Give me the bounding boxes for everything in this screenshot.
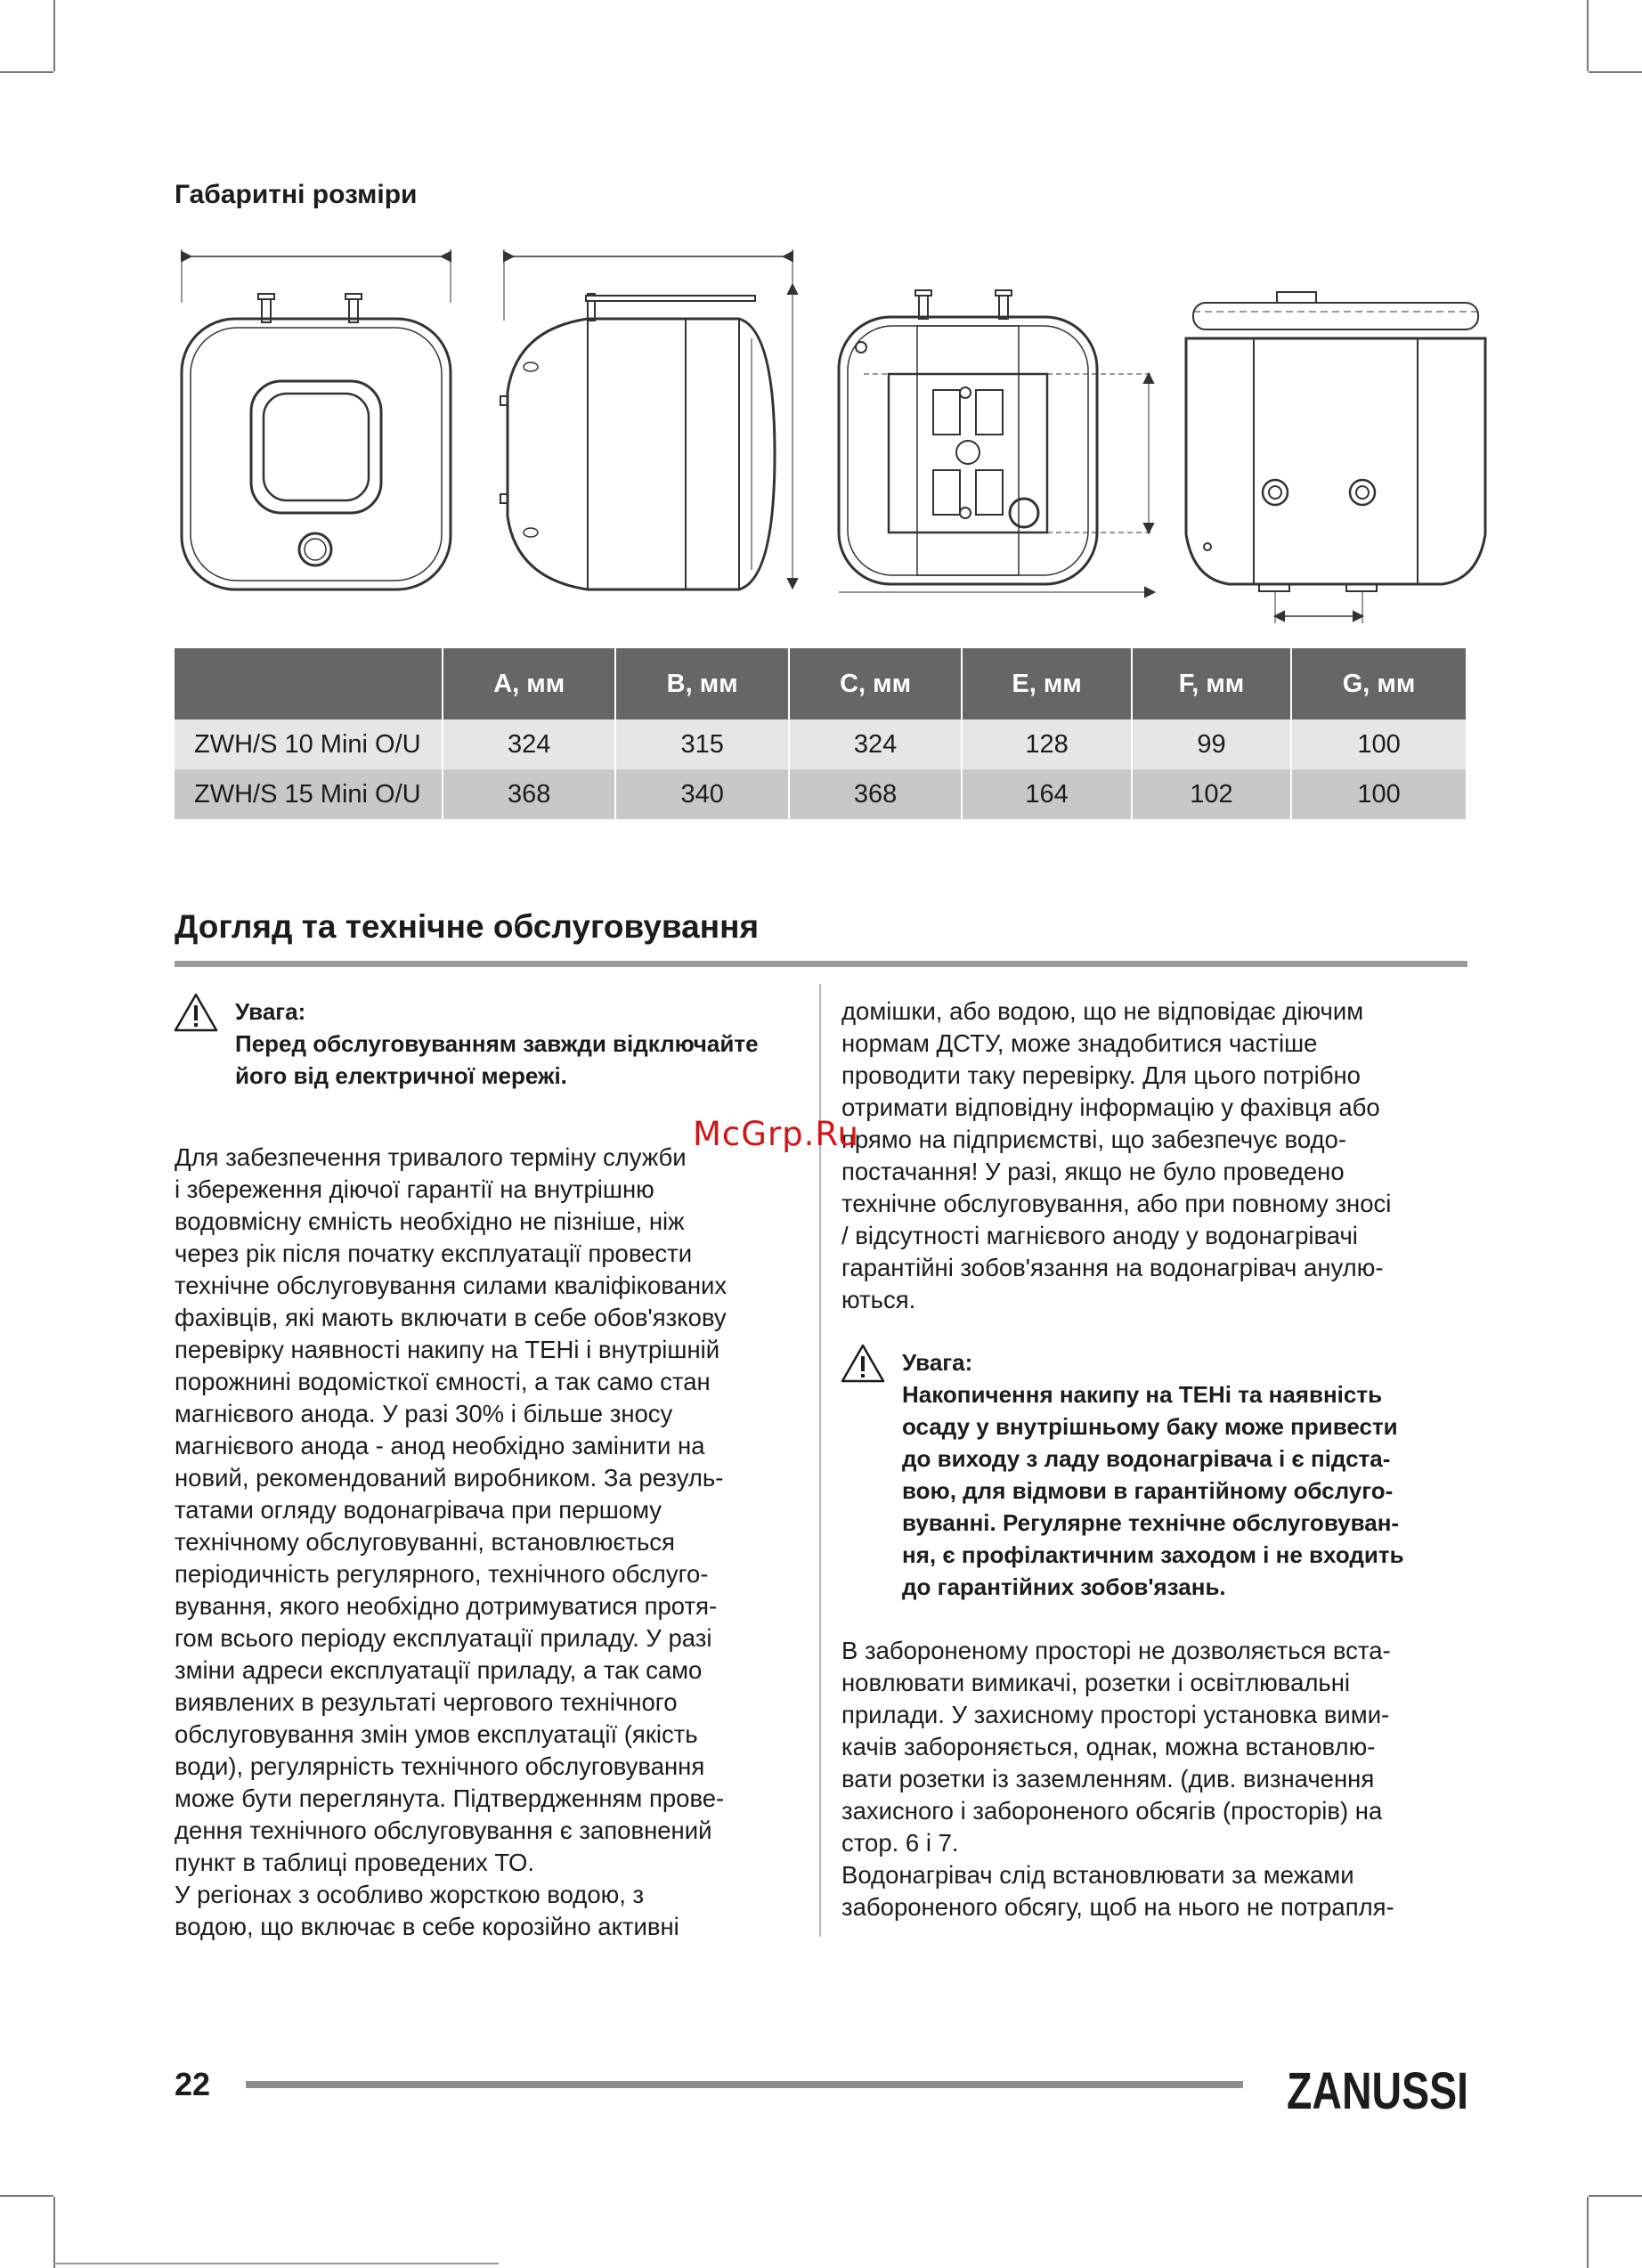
- bottom-view-drawing: [1186, 292, 1485, 623]
- table-header: C, мм: [789, 648, 962, 719]
- table-cell: 340: [615, 769, 788, 819]
- table-header: [175, 648, 443, 719]
- zanussi-logo: [1286, 2062, 1469, 2120]
- table-cell: 324: [789, 719, 962, 769]
- table-row: [175, 769, 1466, 819]
- right-column: [841, 996, 1469, 1923]
- warning-block: [175, 996, 807, 1092]
- page-number: 22: [175, 2066, 211, 2102]
- table-cell: 164: [962, 769, 1132, 819]
- table-header: A, мм: [443, 648, 615, 719]
- dimension-drawings: [169, 240, 1478, 632]
- crop-mark: [1589, 2195, 1642, 2197]
- warning-label: Увага:: [235, 998, 306, 1025]
- front-view-drawing: [182, 249, 451, 589]
- crop-mark: [53, 0, 55, 71]
- table-header: B, мм: [615, 648, 788, 719]
- table-header: G, мм: [1291, 648, 1466, 719]
- table-cell: 100: [1291, 719, 1466, 769]
- table-row: [175, 719, 1466, 769]
- table-cell: ZWH/S 10 Mini O/U: [175, 719, 443, 769]
- crop-mark: [1587, 2197, 1589, 2268]
- back-view-drawing: [839, 290, 1154, 597]
- crop-mark: [0, 2195, 53, 2197]
- crop-mark: [0, 71, 53, 73]
- side-view-drawing: [500, 249, 797, 589]
- warning-block: [841, 1346, 1469, 1603]
- dimensions-table: [175, 648, 1466, 819]
- maintenance-heading: Догляд та технічне обслуговування: [175, 908, 760, 945]
- table-cell: 102: [1132, 769, 1291, 819]
- table-header: E, мм: [962, 648, 1132, 719]
- table-cell: 315: [615, 719, 788, 769]
- warning-text: Перед обслуговуванням завжди відключайте його від електричної мережі.: [235, 1030, 759, 1089]
- body-paragraph: В забороненому просторі не дозволяється вста- новлювати вимикачі, розетки і освітлювальні прилади. У захисному просторі установка вими- качів забороняється, однак, можна встановлю- вати розетки із заземленням. (див. визначення захисного і забороненого обсягів (просторів) на стор. 6 і 7. Водонагрівач слід встановлювати за межами забороненого обсягу, щоб на нього не потрапля-: [841, 1637, 1394, 1921]
- warning-label: Увага:: [902, 1349, 973, 1376]
- table-cell: 368: [789, 769, 962, 819]
- brand-text: ZANUSSI: [1287, 2062, 1468, 2120]
- table-cell: 368: [443, 769, 615, 819]
- body-paragraph: Для забезпечення тривалого терміну служби і збереження діючої гарантії на внутрішню водовмісну ємність необхідно не пізніше, ніж через рік після початку експлуатації провести технічне обслуговування силами кваліфікованих фахівців, які мають включати в себе обов'язкову перевірку наявності накипу на ТЕНі і внутрішній порожнині водомісткої ємності, а так само стан магнієвого анода. У разі 30% і більше зносу магнієвого анода - анод необхідно замінити на новий, рекомендований виробником. За резуль- татами огляду водонагрівача при першому технічному обслуговуванні, встановлюється періодичність регулярного, технічного обслуго- вування, якого необхідно дотримуватися протя- гом всього періоду експлуатації приладу. У разі зміни адреси експлуатації приладу, а так само виявлених в результаті чергового технічного обслуговування змін умов експлуатації (якість води), регулярність технічного обслуговування може бути переглянута. Підтвердженням прове- дення технічного обслуговування є заповнений пункт в таблиці проведених ТО. У регіонах з особливо жорсткою водою, з водою, що включає в себе корозійно активні: [175, 1143, 728, 1940]
- table-header: F, мм: [1132, 648, 1291, 719]
- table-header-row: [175, 648, 1466, 719]
- table-cell: 99: [1132, 719, 1291, 769]
- warning-triangle-icon: [173, 992, 219, 1033]
- body-paragraph: домішки, або водою, що не відповідає діючим нормам ДСТУ, може знадобитися частіше проводити таку перевірку. Для цього потрібно отримати відповідну інформацію у фахівця або прямо на підприємстві, що забезпечує водо- постачання! У разі, якщо не було проведено технічне обслуговування, або при повному зносі / відсутності магнієвого аноду у водонагрівачі гарантійні зобов'язання на водонагрівач анулю- ються.: [841, 997, 1392, 1313]
- table-cell: 324: [443, 719, 615, 769]
- table-cell: 128: [962, 719, 1132, 769]
- heading-rule: [175, 961, 1467, 967]
- crop-mark: [1589, 71, 1642, 73]
- table-cell: 100: [1291, 769, 1466, 819]
- watermark: McGrp.Ru: [693, 1115, 859, 1153]
- footer-rule: [246, 2081, 1243, 2088]
- bottom-edge-line: [53, 2263, 499, 2264]
- crop-mark: [1587, 0, 1589, 71]
- table-cell: ZWH/S 15 Mini O/U: [175, 769, 443, 819]
- crop-mark: [53, 2197, 55, 2268]
- dimensions-title: Габаритні розміри: [175, 180, 418, 209]
- warning-triangle-icon: [840, 1343, 886, 1384]
- warning-text: Накопичення накипу на ТЕНі та наявність осаду у внутрішньому баку може привести до виходу з ладу водонагрівача і є підста- вою, для відмови в гарантійному обслуго- вуванні. Регулярне технічне обслуговуван- ня, є профілактичним заходом і не входить до гарантійних зобов'язань.: [902, 1381, 1404, 1600]
